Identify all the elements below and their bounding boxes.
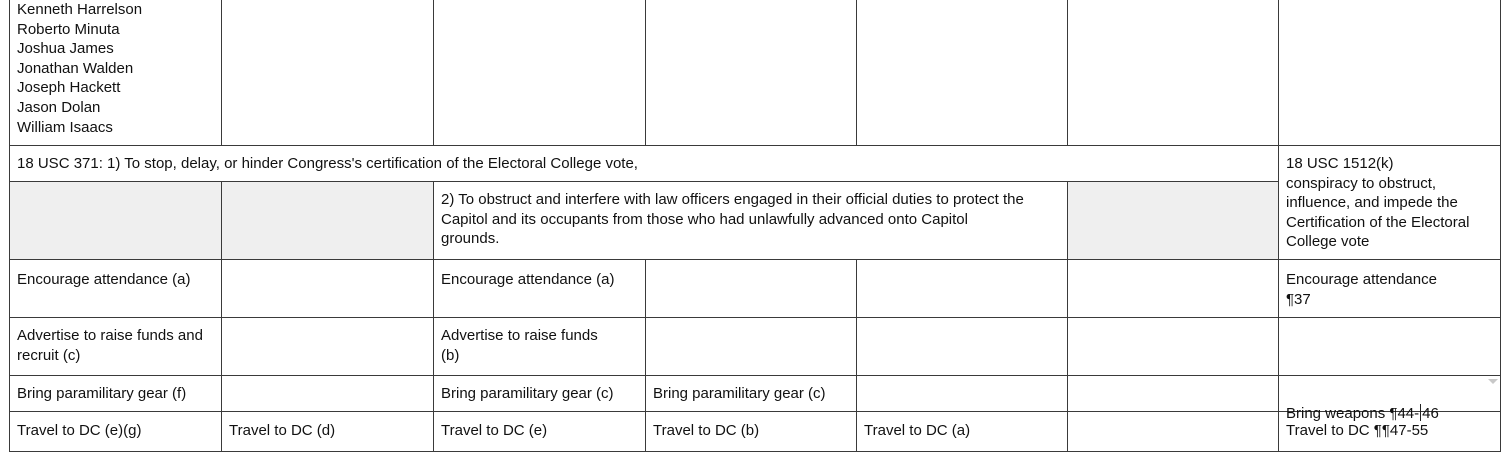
table-cell[interactable] — [1068, 0, 1279, 146]
table-cell-shaded[interactable] — [1068, 182, 1279, 260]
table-cell[interactable] — [1068, 412, 1279, 452]
defendant-names[interactable]: Kenneth Harrelson Roberto Minuta Joshua James Jonathan Walden Joseph Hackett Jason Dolan William Isaacs — [10, 0, 222, 146]
cell-travel-col5[interactable]: Travel to DC (a) — [857, 412, 1068, 452]
cell-attendance-col1[interactable]: Encourage attendance (a) — [10, 260, 222, 318]
gear-col7-text-end: 46 — [1422, 404, 1439, 422]
cell-travel-col1[interactable]: Travel to DC (e)(g) — [10, 412, 222, 452]
table-cell[interactable] — [222, 376, 434, 412]
cell-gear-col1[interactable]: Bring paramilitary gear (f) — [10, 376, 222, 412]
table-cell[interactable] — [857, 260, 1068, 318]
table-cell[interactable] — [646, 260, 857, 318]
cell-gear-col7[interactable] — [1279, 376, 1501, 422]
table-cell-shaded[interactable] — [10, 182, 222, 260]
table-cell[interactable] — [1068, 260, 1279, 318]
cell-attendance-col3[interactable]: Encourage attendance (a) — [434, 260, 646, 318]
cell-funds-col3[interactable]: Advertise to raise funds (b) — [434, 318, 646, 376]
table-cell-shaded[interactable] — [222, 182, 434, 260]
table-cell[interactable] — [857, 0, 1068, 146]
table-cell[interactable] — [646, 0, 857, 146]
table-cell[interactable] — [857, 318, 1068, 376]
table-cell[interactable] — [222, 260, 434, 318]
cell-travel-col3[interactable]: Travel to DC (e) — [434, 412, 646, 452]
charges-table — [9, 0, 1501, 452]
table-cell[interactable] — [1279, 318, 1501, 376]
objective-2-cell[interactable]: 2) To obstruct and interfere with law officers engaged in their official duties to protect the Capitol and its occupants from those who had unlawfully advanced onto Capitol grounds. — [434, 182, 1068, 260]
cell-travel-col7[interactable]: Travel to DC ¶¶47-55 — [1279, 412, 1501, 452]
cell-gear-col4[interactable]: Bring paramilitary gear (c) — [646, 376, 857, 412]
cell-travel-col4[interactable]: Travel to DC (b) — [646, 412, 857, 452]
cell-funds-col1[interactable]: Advertise to raise funds and recruit (c) — [10, 318, 222, 376]
cell-travel-col2[interactable]: Travel to DC (d) — [222, 412, 434, 452]
table-cell[interactable] — [857, 376, 1068, 412]
table-cell[interactable] — [646, 318, 857, 376]
table-cell[interactable] — [1279, 0, 1501, 146]
table-cell[interactable] — [222, 0, 434, 146]
cell-dropdown-icon[interactable] — [1488, 379, 1498, 384]
table-cell[interactable] — [434, 0, 646, 146]
table-cell[interactable] — [1068, 376, 1279, 412]
cell-attendance-col7[interactable]: Encourage attendance ¶37 — [1279, 260, 1501, 318]
table-cell[interactable] — [222, 318, 434, 376]
cell-gear-col3[interactable]: Bring paramilitary gear (c) — [434, 376, 646, 412]
gear-col7-text-start: Bring weapons ¶44- — [1286, 404, 1420, 422]
conspiracy-1512-cell[interactable]: 18 USC 1512(k) conspiracy to obstruct, influence, and impede the Certification of the Electoral College vote — [1279, 146, 1501, 260]
table-cell[interactable] — [1068, 318, 1279, 376]
objective-1-cell[interactable]: 18 USC 371: 1) To stop, delay, or hinder Congress's certification of the Electoral College vote, — [10, 146, 1279, 182]
